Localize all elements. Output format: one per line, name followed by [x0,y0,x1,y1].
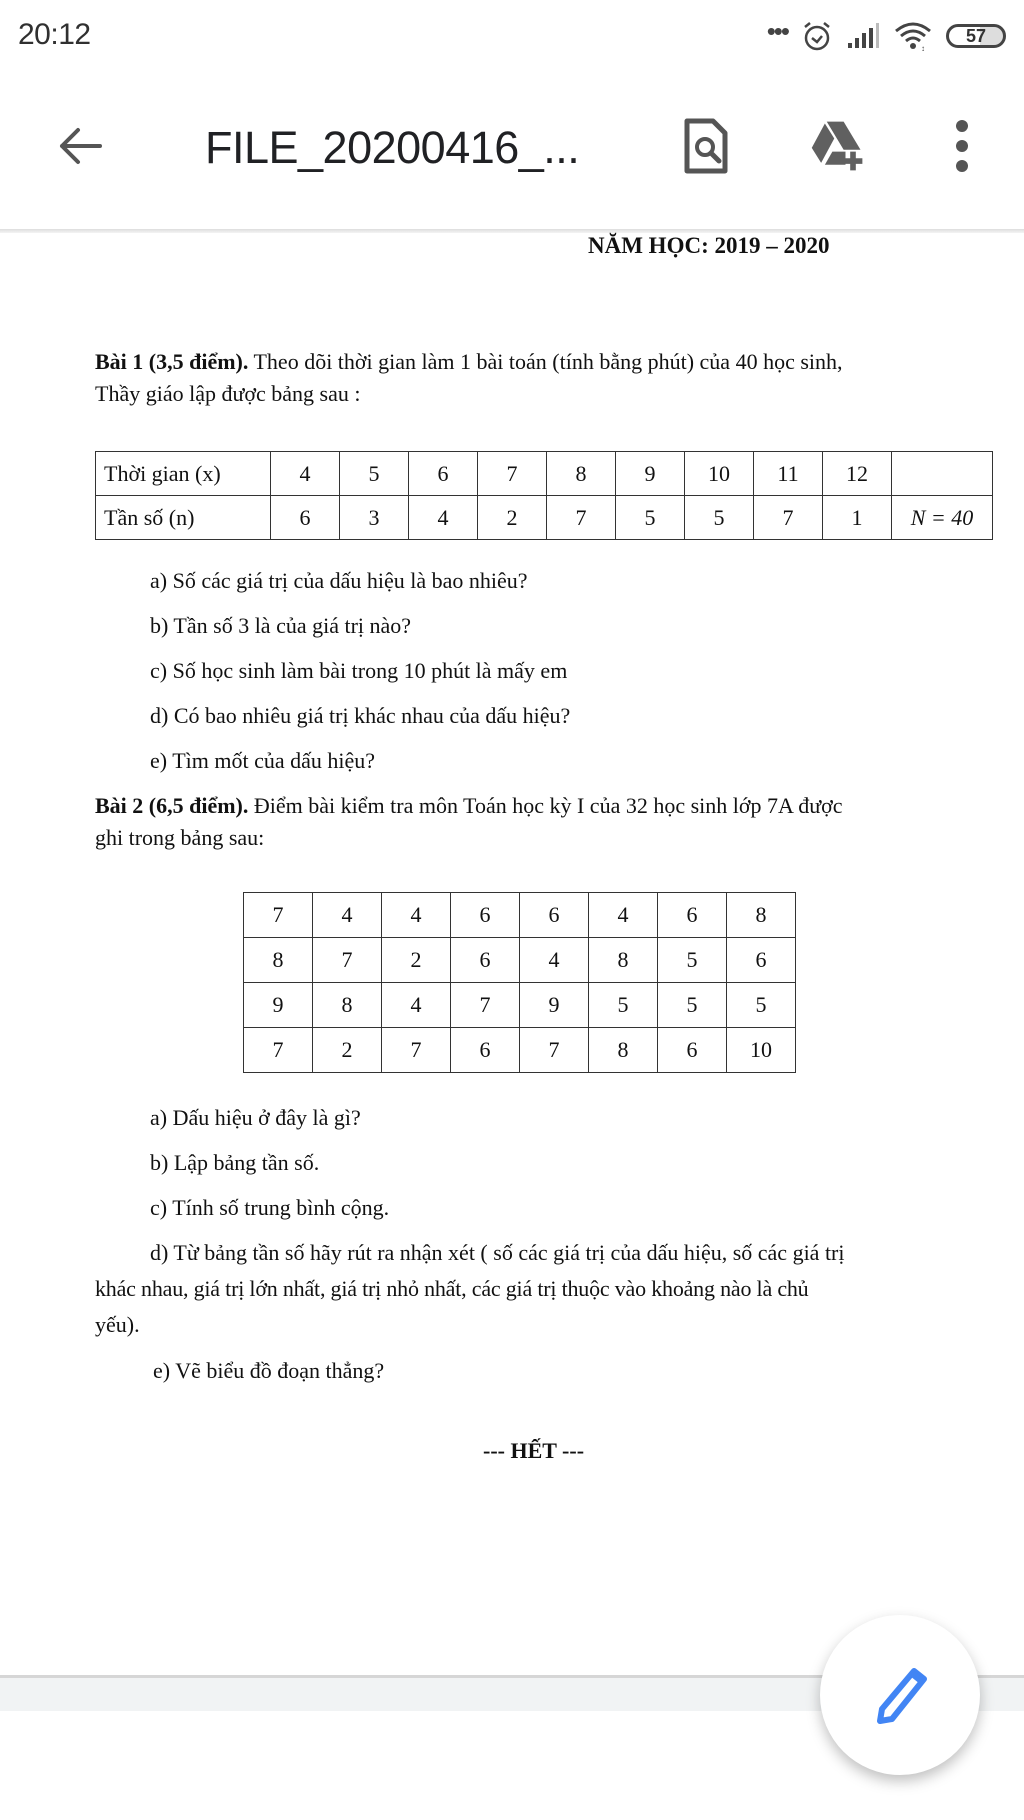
bai1-question-c: c) Số học sinh làm bài trong 10 phút là mấy em [150,658,568,683]
x-cell: 11 [754,452,823,496]
bai1-frequency-table [95,451,993,540]
alarm-icon [802,20,832,52]
battery-icon [946,24,1006,48]
score-cell: 6 [520,893,589,938]
edit-fab-button[interactable] [820,1615,980,1775]
x-cell: 12 [823,452,892,496]
add-to-drive-button[interactable] [808,116,868,176]
score-cell: 5 [658,938,727,983]
bai1-intro [95,346,995,410]
score-cell: 4 [382,983,451,1028]
score-cell: 5 [589,983,658,1028]
bai2-question-d-line1: d) Từ bảng tần số hãy rút ra nhận xét ( số các giá trị của dấu hiệu, số các giá trị [150,1240,845,1265]
table-row [244,938,796,983]
x-cell: 9 [616,452,685,496]
status-time: 20:12 [18,18,91,51]
score-cell: 4 [313,893,382,938]
bai1-question-b: b) Tần số 3 là của giá trị nào? [150,613,412,638]
score-cell: 7 [313,938,382,983]
score-cell: 9 [244,983,313,1028]
bai2-text-line2: ghi trong bảng sau: [95,825,265,850]
app-bar [0,72,1024,230]
find-in-document-button[interactable] [675,116,735,176]
n-cell: 4 [409,496,478,540]
bai2-heading: Bài 2 (6,5 điểm). [95,793,249,818]
bai1-question-d: d) Có bao nhiêu giá trị khác nhau của dấu hiệu? [150,703,571,728]
back-button[interactable] [50,116,110,176]
school-year: NĂM HỌC: 2019 – 2020 [588,233,830,258]
bai2-intro [95,790,995,854]
wifi-icon [894,21,932,51]
score-cell: 6 [658,893,727,938]
table-row [244,1028,796,1073]
bai2-question-c: c) Tính số trung bình cộng. [150,1195,390,1220]
table-row-n [96,496,993,540]
n-cell: 5 [685,496,754,540]
n-cell: 1 [823,496,892,540]
row-label-n: Tần số (n) [96,496,271,540]
score-cell: 7 [451,983,520,1028]
score-cell: 8 [244,938,313,983]
score-cell: 8 [589,938,658,983]
find-in-document-icon [681,117,729,175]
n-cell: 3 [340,496,409,540]
x-cell: 10 [685,452,754,496]
score-cell: 4 [520,938,589,983]
battery-level: 57 [965,25,987,46]
score-cell: 9 [520,983,589,1028]
score-cell: 8 [589,1028,658,1073]
bai2-question-b: b) Lập bảng tần số. [150,1150,320,1175]
score-cell: 6 [658,1028,727,1073]
row-label-x: Thời gian (x) [96,452,271,496]
bai1-question-a: a) Số các giá trị của dấu hiệu là bao nhiêu? [150,568,528,593]
score-cell: 6 [451,938,520,983]
end-mark: --- HẾT --- [483,1438,585,1463]
more-dots-icon: ••• [766,16,788,46]
n-cell: 6 [271,496,340,540]
n-cell: 2 [478,496,547,540]
bai2-question-a: a) Dấu hiệu ở đây là gì? [150,1105,361,1130]
bai2-question-e: e) Vẽ biểu đồ đoạn thẳng? [153,1358,385,1383]
table-row [244,983,796,1028]
bai2-score-table [243,892,796,1073]
x-cell: 5 [340,452,409,496]
app-bar-divider [0,229,1024,233]
add-to-drive-icon [808,118,868,174]
score-cell: 2 [382,938,451,983]
score-cell: 7 [382,1028,451,1073]
bai1-heading: Bài 1 (3,5 điểm). [95,349,249,374]
score-cell: 7 [520,1028,589,1073]
score-cell: 4 [589,893,658,938]
status-icons [766,16,1006,52]
score-cell: 7 [244,1028,313,1073]
score-cell: 6 [451,1028,520,1073]
score-cell: 2 [313,1028,382,1073]
x-cell: 6 [409,452,478,496]
n-cell: 7 [754,496,823,540]
signal-icon [846,23,880,49]
n-cell: 7 [547,496,616,540]
bai2-question-d-line3: yếu). [95,1312,140,1337]
x-cell: 8 [547,452,616,496]
more-vert-icon [952,120,972,172]
score-cell: 5 [658,983,727,1028]
score-cell: 6 [727,938,796,983]
svg-text:↕: ↕ [921,44,925,51]
bai1-text-line2: Thầy giáo lập được bảng sau : [95,381,361,406]
bai2-text-line1: Điểm bài kiểm tra môn Toán học kỳ I của 32 học sinh lớp 7A được [248,793,843,818]
back-arrow-icon [56,122,104,170]
more-options-button[interactable] [932,116,992,176]
x-cell: 7 [478,452,547,496]
file-title: FILE_20200416_... [205,122,580,173]
bai2-question-d-line2: khác nhau, giá trị lớn nhất, giá trị nhỏ nhất, các giá trị thuộc vào khoảng nào là chủ [95,1276,809,1301]
score-cell: 6 [451,893,520,938]
table-row-x [96,452,993,496]
bai1-text-line1: Theo dõi thời gian làm 1 bài toán (tính bằng phút) của 40 học sinh, [248,349,843,374]
score-cell: 5 [727,983,796,1028]
x-cell [892,452,993,496]
score-cell: 8 [727,893,796,938]
x-cell: 4 [271,452,340,496]
status-bar [0,0,1024,72]
score-cell: 7 [244,893,313,938]
edit-pencil-icon [870,1665,930,1725]
score-cell: 8 [313,983,382,1028]
bai1-question-e: e) Tìm mốt của dấu hiệu? [150,748,376,773]
table-row [244,893,796,938]
score-cell: 10 [727,1028,796,1073]
score-cell: 4 [382,893,451,938]
n-cell: 5 [616,496,685,540]
n-total-cell: N = 40 [892,496,993,540]
